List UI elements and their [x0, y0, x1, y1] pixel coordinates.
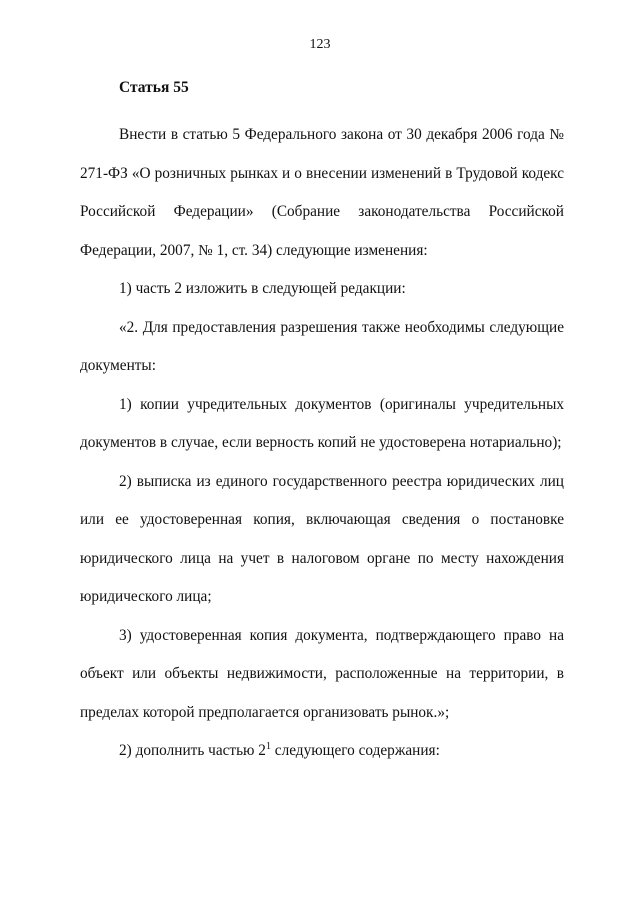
article-title: Статья 55 [119, 79, 189, 96]
list-item-1: 1) копии учредительных документов (оригиналы учредительных документов в случае, если верность копий не удостоверена нотариально); [80, 395, 564, 451]
amendment-item-2 [80, 732, 564, 771]
quoted-paragraph: «2. Для предоставления разрешения также необходимы следующие документы: [80, 318, 564, 374]
superscript-index: 1 [265, 740, 271, 752]
amendment-item-1: 1) часть 2 изложить в следующей редакции: [119, 280, 406, 297]
page-number: 123 [309, 37, 331, 52]
amendment-item-2-text: 2) дополнить частью 2 [119, 742, 266, 759]
list-item-3: 3) удостоверенная копия документа, подтверждающего право на объект или объекты недвижимости, расположенные на территории, в пределах которой предполагается организовать рынок.»; [80, 626, 564, 721]
list-item-2: 2) выписка из единого государственного реестра юридических лиц или ее удостоверенная копия, включающая сведения о постановке юридического лица на учет в налоговом органе по месту нахождения юридического лица; [80, 472, 564, 605]
amendment-item-2-tail: следующего содержания: [270, 742, 440, 759]
intro-paragraph: Внести в статью 5 Федерального закона от 30 декабря 2006 года № 271-ФЗ «О розничных рынках и о внесении изменений в Трудовой кодекс Российской Федерации» (Собрание законодательства Российской Федерации, 2007, № 1, ст. 34) следующие изменения: [80, 126, 564, 259]
article-body [80, 116, 564, 771]
